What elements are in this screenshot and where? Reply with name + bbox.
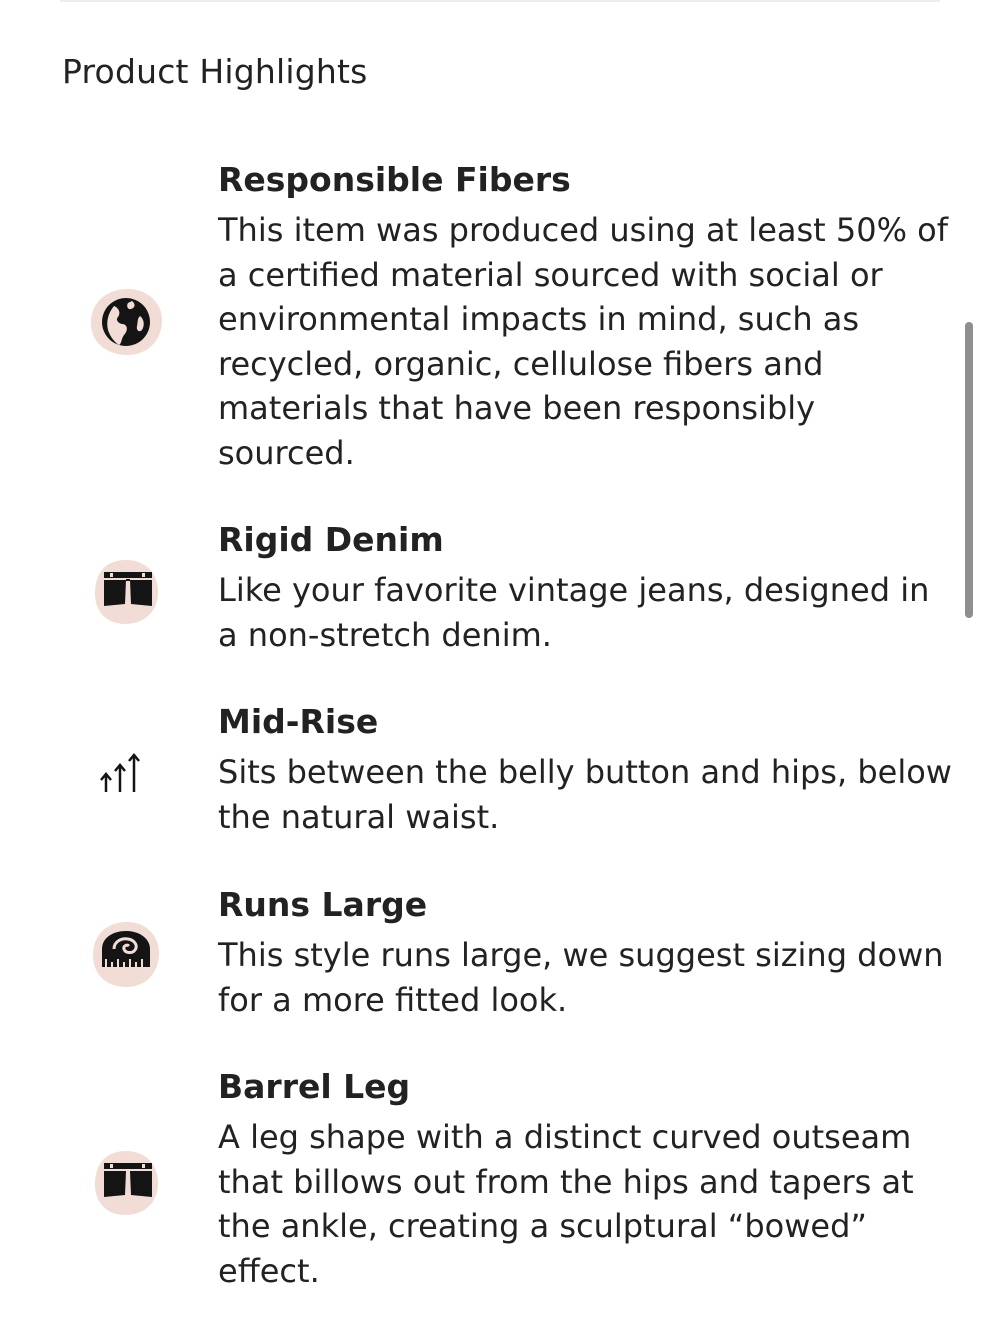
highlight-title: Barrel Leg	[218, 1067, 411, 1106]
jeans-icon	[88, 1147, 164, 1219]
tape-measure-icon	[88, 919, 164, 991]
top-divider	[60, 0, 940, 2]
highlight-title: Runs Large	[218, 885, 428, 924]
rise-arrows-icon	[88, 734, 164, 806]
highlight-description: Like your favorite vintage jeans, designed in a non-stretch denim.	[218, 571, 930, 654]
scrollbar-thumb[interactable]	[965, 322, 973, 618]
highlight-title: Rigid Denim	[218, 520, 444, 559]
jeans-icon	[88, 556, 164, 628]
highlight-description: A leg shape with a distinct curved outseam that billows out from the hips and tapers at the ankle, creating a sculptural “bowed” effect.	[218, 1118, 914, 1290]
highlight-description: This item was produced using at least 50% of a certified material sourced with social or environmental impacts in mind, such as recycled, organic, cellulose fibers and materials that have been responsibly sourced.	[218, 211, 949, 472]
globe-icon	[88, 286, 164, 358]
highlight-description: Sits between the belly button and hips, below the natural waist.	[218, 753, 952, 836]
section-title: Product Highlights	[62, 52, 368, 91]
highlight-description: This style runs large, we suggest sizing down for a more fitted look.	[218, 936, 944, 1019]
highlight-title: Responsible Fibers	[218, 160, 571, 199]
highlight-title: Mid-Rise	[218, 702, 379, 741]
